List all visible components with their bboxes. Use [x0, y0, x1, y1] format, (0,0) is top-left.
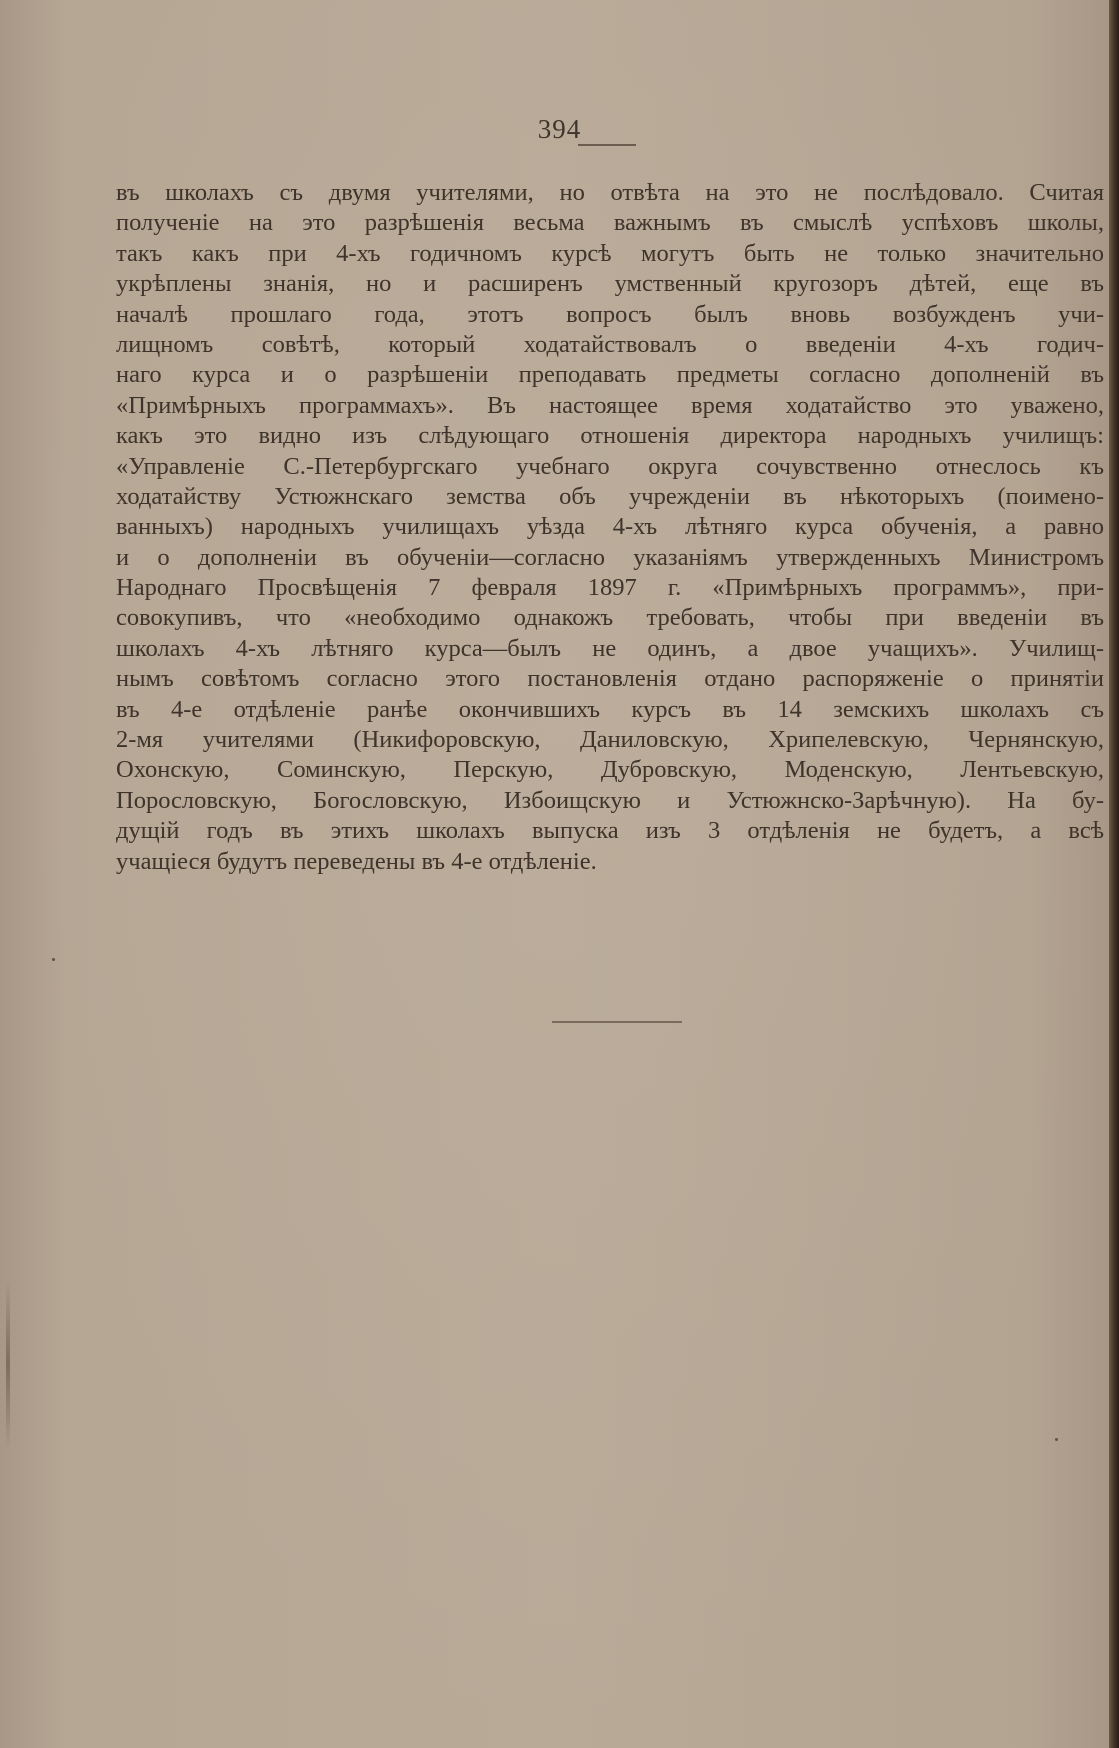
text-line: какъ это видно изъ слѣдующаго отношенія директора народныхъ училищъ: — [116, 422, 1104, 450]
text-line: лищномъ совѣтѣ, который ходатайствовалъ о введеніи 4-хъ годич- — [116, 330, 1104, 358]
text-line: укрѣплены знанія, но и расширенъ умственный кругозоръ дѣтей, еще въ — [116, 270, 1104, 298]
text-line: наго курса и о разрѣшеніи преподавать предметы согласно дополненій въ — [116, 361, 1104, 389]
text-line: школахъ 4-хъ лѣтняго курса—былъ не одинъ, а двое учащихъ». Училищ- — [116, 634, 1104, 662]
text-line: «Управленіе С.-Петербургскаго учебнаго округа сочувственно отнеслось къ — [116, 452, 1104, 480]
text-line: 2-мя учителями (Никифоровскую, Даниловскую, Хрипелевскую, Чернянскую, — [116, 726, 1104, 754]
page-number: 394 — [537, 114, 582, 144]
binding-mark — [6, 1280, 10, 1450]
page-number-underline — [578, 144, 636, 146]
page-edge-shadow — [1109, 0, 1119, 1748]
text-line: въ 4-е отдѣленіе ранѣе окончившихъ курсъ въ 14 земскихъ школахъ съ — [116, 695, 1104, 723]
text-line: началѣ прошлаго года, этотъ вопросъ былъ вновь возбужденъ учи- — [116, 300, 1104, 328]
text-line: и о дополненіи въ обученіи—согласно указаніямъ утвержденныхъ Министромъ — [116, 543, 1104, 571]
text-line: «Примѣрныхъ программахъ». Въ настоящее время ходатайство это уважено, — [116, 391, 1104, 419]
text-line: полученіе на это разрѣшенія весьма важнымъ въ смыслѣ успѣховъ школы, — [116, 209, 1104, 237]
text-line: нымъ совѣтомъ согласно этого постановленія отдано распоряженіе о принятіи — [116, 665, 1104, 693]
text-line: совокупивъ, что «необходимо однакожъ требовать, чтобы при введеніи въ — [116, 604, 1104, 632]
body-text — [116, 178, 1104, 877]
text-line: въ школахъ съ двумя учителями, но отвѣта на это не послѣдовало. Считая — [116, 179, 1104, 206]
text-line: такъ какъ при 4-хъ годичномъ курсѣ могутъ быть не только значительно — [116, 239, 1104, 267]
text-line: ванныхъ) народныхъ училищахъ уѣзда 4-хъ лѣтняго курса обученія, а равно — [116, 513, 1104, 541]
text-line: ходатайству Устюжнскаго земства объ учрежденіи въ нѣкоторыхъ (поимено- — [116, 482, 1104, 510]
paper-speck — [52, 958, 55, 961]
text-line: Охонскую, Соминскую, Перскую, Дубровскую, Моденскую, Лентьевскую, — [116, 756, 1104, 784]
text-line: Народнаго Просвѣщенія 7 февраля 1897 г. «Примѣрныхъ программъ», при- — [116, 574, 1104, 602]
paper-speck — [1055, 1438, 1058, 1441]
section-end-rule — [552, 1021, 682, 1023]
text-line: Порословскую, Богословскую, Избоищскую и Устюжнско-Зарѣчную). На бу- — [116, 786, 1104, 814]
text-line-last: учащіеся будутъ переведены въ 4-е отдѣленіе. — [116, 847, 597, 875]
text-line: дущій годъ въ этихъ школахъ выпуска изъ 3 отдѣленія не будетъ, а всѣ — [116, 817, 1104, 845]
